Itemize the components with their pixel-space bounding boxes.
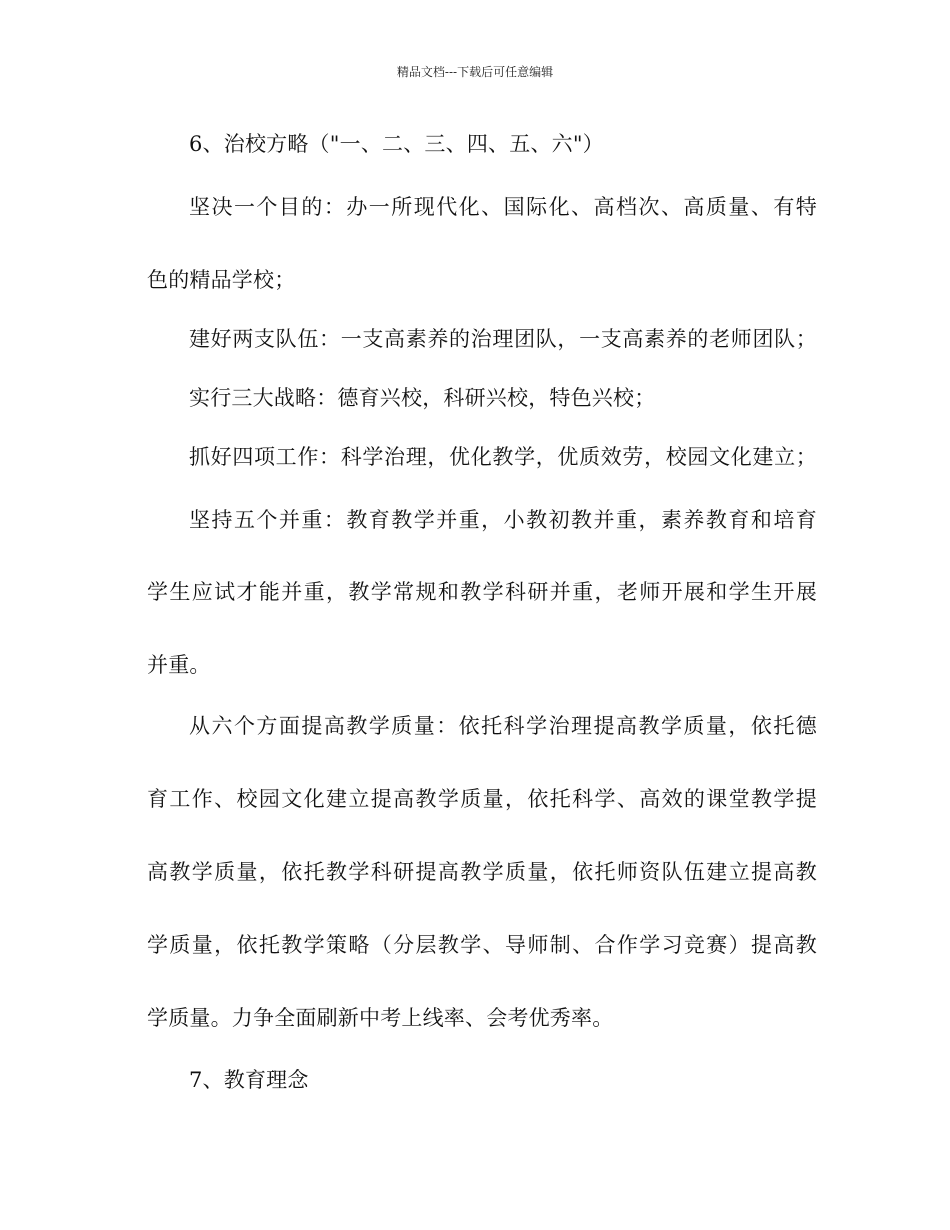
text-line: 学质量，依托教学策略（分层教学、导师制、合作学习竞赛）提高教 <box>147 933 817 957</box>
section-heading-7: 7、教育理念 <box>189 1068 309 1092</box>
text-line: 从六个方面提高教学质量：依托科学治理提高教学质量，依托德 <box>189 714 817 738</box>
section-heading-6: 6、治校方略（"一、二、三、四、五、六"） <box>189 132 604 156</box>
text-line: 建好两支队伍：一支高素养的治理团队，一支高素养的老师团队； <box>189 327 817 351</box>
text-line: 育工作、校园文化建立提高教学质量，依托科学、高效的课堂教学提 <box>147 787 817 811</box>
text-line: 高教学质量，依托教学科研提高教学质量，依托师资队伍建立提高教 <box>147 860 817 884</box>
text-line: 抓好四项工作：科学治理，优化教学，优质效劳，校园文化建立； <box>189 445 817 469</box>
page-header: 精品文档---下载后可任意编辑 <box>396 65 554 79</box>
text-line: 坚持五个并重：教育教学并重，小教初教并重，素养教育和培育 <box>189 508 817 532</box>
text-line: 学生应试才能并重，教学常规和教学科研并重，老师开展和学生开展 <box>147 580 817 604</box>
text-line: 并重。 <box>147 653 211 677</box>
text-line: 色的精品学校； <box>147 268 296 292</box>
text-line: 学质量。力争全面刷新中考上线率、会考优秀率。 <box>147 1006 614 1030</box>
text-line: 实行三大战略：德育兴校，科研兴校，特色兴校； <box>189 386 656 410</box>
text-line: 坚决一个目的：办一所现代化、国际化、高档次、高质量、有特 <box>189 195 817 219</box>
